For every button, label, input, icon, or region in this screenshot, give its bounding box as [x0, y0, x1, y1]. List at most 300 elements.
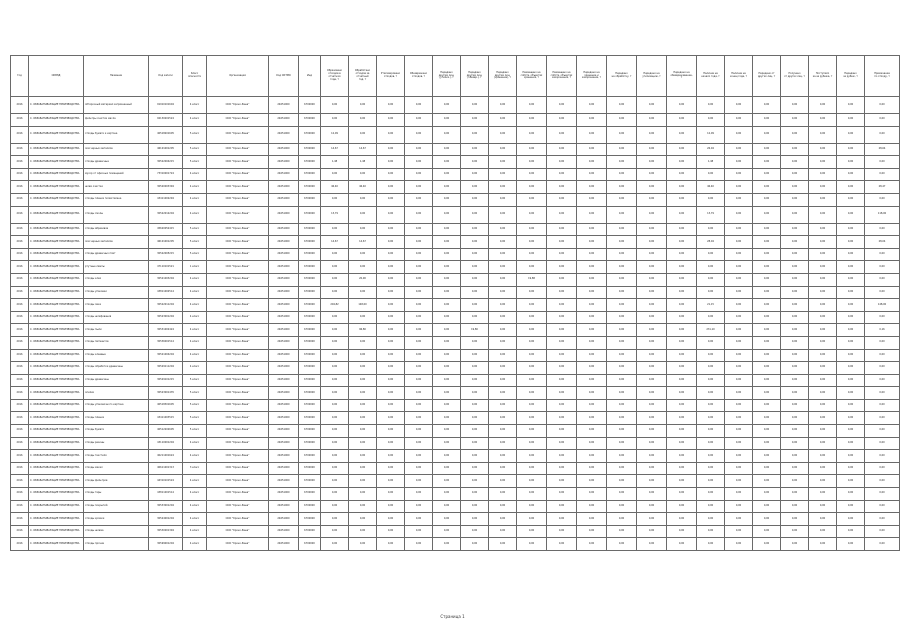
table-cell: 0,00 — [577, 513, 607, 526]
table-cell: 6700000 — [299, 525, 321, 538]
table-cell: 0,00 — [517, 181, 547, 194]
table-cell: 0,00 — [377, 286, 405, 299]
table-cell: 0,00 — [433, 168, 461, 181]
table-cell: 0,00 — [781, 193, 809, 206]
table-cell: 0,00 — [489, 311, 517, 324]
table-cell: 24651000 — [269, 513, 299, 526]
table-cell: 0,00 — [489, 168, 517, 181]
table-cell: 0,00 — [607, 412, 637, 425]
table-cell: 0,00 — [489, 236, 517, 249]
table-cell: 0,00 — [753, 193, 781, 206]
table-cell: 0,00 — [517, 450, 547, 463]
table-cell: отходы пленки — [84, 412, 149, 425]
table-cell: 1,48 — [321, 156, 349, 169]
table-cell: 0,00 — [349, 425, 377, 438]
table-cell: 0,00 — [837, 538, 865, 551]
table-cell: 0,00 — [321, 286, 349, 299]
table-cell: 24651000 — [269, 399, 299, 412]
table-cell: 0,00 — [321, 362, 349, 375]
table-cell: 0,00 — [377, 324, 405, 337]
table-cell: 0,00 — [809, 311, 837, 324]
table-cell: 6700000 — [299, 336, 321, 349]
table-row — [11, 168, 900, 181]
table-cell: 0,00 — [577, 538, 607, 551]
table-cell: 20,90 — [349, 273, 377, 286]
table-row — [11, 525, 900, 538]
table-cell: 0,00 — [547, 500, 577, 513]
table-cell: С. ОБРАБАТЫВАЮЩИЕ ПРОИЗВОДСТВА — [29, 387, 84, 400]
table-cell: 0,00 — [781, 168, 809, 181]
table-cell: 0,00 — [517, 488, 547, 501]
table-cell: 0,00 — [637, 206, 667, 223]
table-cell: 0,00 — [321, 462, 349, 475]
table-cell: С. ОБРАБАТЫВАЮЩИЕ ПРОИЗВОДСТВА — [29, 223, 84, 236]
table-cell: отходы тары — [84, 488, 149, 501]
table-cell: С. ОБРАБАТЫВАЮЩИЕ ПРОИЗВОДСТВА — [29, 156, 84, 169]
table-cell: 0,00 — [547, 286, 577, 299]
table-cell: 0,00 — [489, 349, 517, 362]
table-cell: 0,00 — [637, 538, 667, 551]
table-cell: 0,00 — [577, 143, 607, 156]
table-row — [11, 462, 900, 475]
table-cell: 0,00 — [637, 488, 667, 501]
table-cell: 148,00 — [349, 299, 377, 312]
table-cell: 0,00 — [667, 126, 697, 143]
table-cell: 0,00 — [667, 156, 697, 169]
table-cell: ООО "Кроно-Раша" — [207, 387, 269, 400]
table-cell: 4 класс — [183, 513, 207, 526]
table-cell: 24651000 — [269, 261, 299, 274]
table-cell: 6700000 — [299, 513, 321, 526]
table-cell: 5 класс — [183, 223, 207, 236]
table-cell: 30529101215 — [149, 374, 183, 387]
table-cell: 0,00 — [489, 248, 517, 261]
table-cell: 0,00 — [667, 248, 697, 261]
table-cell: ООО "Кроно-Раша" — [207, 513, 269, 526]
table-cell: ООО "Кроно-Раша" — [207, 299, 269, 312]
table-cell: 0,00 — [607, 525, 637, 538]
table-cell: 30521003204 — [149, 273, 183, 286]
table-cell: С. ОБРАБАТЫВАЮЩИЕ ПРОИЗВОДСТВА — [29, 475, 84, 488]
table-cell: 6700000 — [299, 193, 321, 206]
table-cell: 0,00 — [637, 156, 667, 169]
table-cell: 0,00 — [865, 525, 900, 538]
table-cell: 0,00 — [725, 156, 753, 169]
table-cell: 0,00 — [697, 286, 725, 299]
table-cell: 0,00 — [667, 475, 697, 488]
table-cell: 0,00 — [377, 437, 405, 450]
table-cell: отходы масел — [84, 462, 149, 475]
table-cell: 0,00 — [697, 193, 725, 206]
table-cell: 0,00 — [781, 362, 809, 375]
table-cell: 0,00 — [725, 450, 753, 463]
table-cell: 0,00 — [725, 261, 753, 274]
table-cell: 0,00 — [377, 450, 405, 463]
table-cell: 4 класс — [183, 500, 207, 513]
table-cell: 0,00 — [517, 126, 547, 143]
table-cell: 5 класс — [183, 412, 207, 425]
table-cell: 0,00 — [781, 324, 809, 337]
table-cell: 2016 — [11, 114, 29, 127]
table-cell: отходы покрытий — [84, 500, 149, 513]
table-cell: 0,00 — [725, 488, 753, 501]
table-cell: 0,00 — [607, 374, 637, 387]
table-cell: 0,00 — [517, 156, 547, 169]
table-row — [11, 286, 900, 299]
table-cell: 40611001313 — [149, 462, 183, 475]
table-cell: 0,00 — [753, 114, 781, 127]
table-cell: 0,00 — [461, 286, 489, 299]
table-cell: 0,00 — [667, 143, 697, 156]
table-cell: 0,00 — [697, 362, 725, 375]
table-cell: 0,00 — [377, 362, 405, 375]
table-cell: 2016 — [11, 143, 29, 156]
table-cell: 0,00 — [725, 236, 753, 249]
table-cell: 30523001204 — [149, 311, 183, 324]
table-cell: 0,00 — [607, 236, 637, 249]
table-cell: 0,00 — [667, 311, 697, 324]
table-cell: 0,00 — [667, 324, 697, 337]
table-cell: 5 класс — [183, 399, 207, 412]
table-cell: С. ОБРАБАТЫВАЮЩИЕ ПРОИЗВОДСТВА — [29, 193, 84, 206]
table-cell: 0,00 — [697, 425, 725, 438]
table-cell: отходы древесные — [84, 156, 149, 169]
table-cell: 0,00 — [837, 97, 865, 114]
table-cell: 0,00 — [547, 299, 577, 312]
table-cell: 0,00 — [637, 362, 667, 375]
table-cell: 6700000 — [299, 399, 321, 412]
table-cell: 0,00 — [433, 206, 461, 223]
table-cell: 0,00 — [321, 475, 349, 488]
table-cell: 0,00 — [865, 168, 900, 181]
table-cell: 0,00 — [461, 143, 489, 156]
table-cell: 0,00 — [321, 114, 349, 127]
table-cell: 0,00 — [377, 488, 405, 501]
table-cell: 0,00 — [781, 538, 809, 551]
table-cell: 0,00 — [809, 236, 837, 249]
table-cell: 2016 — [11, 168, 29, 181]
table-cell: 24651000 — [269, 114, 299, 127]
table-cell: 0,00 — [547, 97, 577, 114]
column-header: Год — [11, 56, 29, 97]
column-header: Наличие на конец года, т — [725, 56, 753, 97]
table-cell: 24651000 — [269, 126, 299, 143]
table-cell: 0,00 — [433, 324, 461, 337]
table-cell: 0,00 — [667, 538, 697, 551]
table-cell: ООО "Кроно-Раша" — [207, 236, 269, 249]
table-cell: 2016 — [11, 450, 29, 463]
table-cell: отходы пигментов — [84, 336, 149, 349]
table-cell: 0,00 — [377, 193, 405, 206]
table-cell: С. ОБРАБАТЫВАЮЩИЕ ПРОИЗВОДСТВА — [29, 114, 84, 127]
column-header: Организация — [207, 56, 269, 97]
table-cell: 0,00 — [781, 387, 809, 400]
table-cell: 0,00 — [667, 437, 697, 450]
table-cell: 0,00 — [489, 336, 517, 349]
table-cell: 1 класс — [183, 261, 207, 274]
table-cell: ООО "Кроно-Раша" — [207, 97, 269, 114]
table-cell: 0,00 — [547, 425, 577, 438]
table-cell: 24651000 — [269, 223, 299, 236]
table-cell: С. ОБРАБАТЫВАЮЩИЕ ПРОИЗВОДСТВА — [29, 248, 84, 261]
table-cell: 0,00 — [865, 223, 900, 236]
table-cell: 4 класс — [183, 206, 207, 223]
table-cell: 24651000 — [269, 488, 299, 501]
table-cell: 0,00 — [405, 223, 433, 236]
table-cell: 24651000 — [269, 143, 299, 156]
table-cell: 2016 — [11, 126, 29, 143]
table-cell: 6700000 — [299, 114, 321, 127]
table-cell: 0,00 — [781, 500, 809, 513]
table-cell: 0,00 — [667, 488, 697, 501]
table-cell: 0,00 — [489, 488, 517, 501]
table-cell: 0,00 — [753, 538, 781, 551]
table-cell: 0,00 — [667, 399, 697, 412]
table-cell: 0,00 — [489, 223, 517, 236]
table-cell: 0,00 — [865, 412, 900, 425]
table-cell: 2016 — [11, 412, 29, 425]
table-cell: 0,00 — [667, 462, 697, 475]
table-cell: 0,00 — [753, 143, 781, 156]
table-cell: 0,00 — [667, 168, 697, 181]
table-cell: 21,15 — [697, 299, 725, 312]
header-row — [11, 56, 900, 97]
table-cell: 6700000 — [299, 450, 321, 463]
table-cell: 0,00 — [753, 425, 781, 438]
table-cell: 0,00 — [377, 374, 405, 387]
table-cell: 0,00 — [461, 500, 489, 513]
table-cell: 0,00 — [725, 273, 753, 286]
table-cell: 2016 — [11, 181, 29, 194]
table-row — [11, 336, 900, 349]
table-cell: 24651000 — [269, 362, 299, 375]
table-cell: 0,00 — [607, 488, 637, 501]
table-cell: 0,00 — [725, 412, 753, 425]
table-cell: 0,00 — [667, 236, 697, 249]
table-cell: 0,00 — [637, 273, 667, 286]
table-row — [11, 538, 900, 551]
table-cell: 0,00 — [349, 500, 377, 513]
table-cell: 0,00 — [837, 525, 865, 538]
table-cell: 0,00 — [809, 206, 837, 223]
table-cell: 0,00 — [461, 475, 489, 488]
table-cell: 0,00 — [461, 156, 489, 169]
table-cell: 0,00 — [433, 349, 461, 362]
table-cell: 0,00 — [405, 387, 433, 400]
table-cell: 0,00 — [865, 475, 900, 488]
table-cell: 0,00 — [865, 488, 900, 501]
table-cell: 0,00 — [667, 425, 697, 438]
table-cell: 0,00 — [489, 538, 517, 551]
table-cell: 0,00 — [637, 248, 667, 261]
table-cell: 30529111204 — [149, 362, 183, 375]
table-cell: 0,00 — [607, 475, 637, 488]
table-cell: 0,00 — [809, 462, 837, 475]
table-cell: 5 класс — [183, 374, 207, 387]
table-cell: 0,00 — [349, 488, 377, 501]
table-cell: отходы пленки полиэтилена — [84, 193, 149, 206]
table-cell: 0,00 — [547, 223, 577, 236]
table-cell: 6700000 — [299, 387, 321, 400]
table-cell: 0,00 — [753, 500, 781, 513]
table-cell: 0,00 — [607, 97, 637, 114]
table-cell: 2016 — [11, 488, 29, 501]
table-cell: 0,00 — [725, 500, 753, 513]
table-cell: 0,00 — [517, 475, 547, 488]
table-cell: отходы клеевые — [84, 349, 149, 362]
table-cell: 0,00 — [837, 223, 865, 236]
column-header: Код ОКТМО — [269, 56, 299, 97]
table-cell: 0,00 — [837, 387, 865, 400]
table-cell: 5 класс — [183, 387, 207, 400]
table-cell: 0,00 — [377, 143, 405, 156]
table-cell: 0,00 — [461, 538, 489, 551]
column-header: Передано за рубеж, т — [837, 56, 865, 97]
table-cell: 0,00 — [697, 488, 725, 501]
table-cell: 2016 — [11, 437, 29, 450]
table-cell: 24651000 — [269, 168, 299, 181]
table-cell: С. ОБРАБАТЫВАЮЩИЕ ПРОИЗВОДСТВА — [29, 236, 84, 249]
table-cell: 19,88 — [517, 273, 547, 286]
table-cell: 0,00 — [433, 462, 461, 475]
table-cell: 0,00 — [697, 437, 725, 450]
table-cell: 0,00 — [547, 462, 577, 475]
table-cell: 0,00 — [725, 286, 753, 299]
table-cell: 47110101521 — [149, 261, 183, 274]
column-header: ОКВЭД — [29, 56, 84, 97]
table-cell: 0,00 — [461, 488, 489, 501]
table-cell: 0,00 — [865, 500, 900, 513]
table-cell: 0,00 — [837, 362, 865, 375]
table-cell: 0,00 — [461, 114, 489, 127]
table-cell: 24651000 — [269, 500, 299, 513]
table-cell: 0,00 — [433, 181, 461, 194]
table-cell: 24651000 — [269, 311, 299, 324]
table-cell: 0,00 — [697, 273, 725, 286]
table-cell: 0,00 — [753, 236, 781, 249]
table-cell: 0,00 — [753, 248, 781, 261]
table-cell: 0,00 — [637, 311, 667, 324]
table-cell: 5 класс — [183, 236, 207, 249]
table-cell: 0,00 — [809, 248, 837, 261]
table-cell: 0,00 — [637, 500, 667, 513]
table-cell: 0,00 — [837, 114, 865, 127]
table-cell: С. ОБРАБАТЫВАЮЩИЕ ПРОИЗВОДСТВА — [29, 525, 84, 538]
table-cell: 0,00 — [781, 412, 809, 425]
table-cell: 2016 — [11, 399, 29, 412]
table-cell: 2016 — [11, 500, 29, 513]
table-cell: 0,00 — [433, 450, 461, 463]
table-cell: 0,00 — [461, 374, 489, 387]
table-cell: 6700000 — [299, 97, 321, 114]
table-cell: 5 класс — [183, 126, 207, 143]
table-cell: 0,00 — [517, 311, 547, 324]
table-cell: 0,00 — [697, 538, 725, 551]
table-cell: 0,00 — [547, 525, 577, 538]
table-cell: 0,00 — [321, 193, 349, 206]
table-cell: 4 класс — [183, 475, 207, 488]
table-cell: 0,00 — [697, 97, 725, 114]
table-cell: 6700000 — [299, 168, 321, 181]
table-cell: 0,00 — [837, 475, 865, 488]
table-cell: 0,00 — [697, 114, 725, 127]
table-cell: 43811001514 — [149, 488, 183, 501]
table-cell: 0,00 — [489, 399, 517, 412]
table-cell: 91910101604 — [149, 97, 183, 114]
table-cell: 0,00 — [637, 193, 667, 206]
table-cell: 0,00 — [405, 336, 433, 349]
table-cell: 0,00 — [697, 513, 725, 526]
table-cell: 2016 — [11, 425, 29, 438]
table-cell: 6700000 — [299, 500, 321, 513]
table-cell: 0,00 — [577, 374, 607, 387]
table-cell: 0,00 — [433, 114, 461, 127]
table-cell: 4 класс — [183, 488, 207, 501]
table-cell: 0,00 — [725, 425, 753, 438]
table-cell: 0,00 — [321, 223, 349, 236]
table-cell: 0,00 — [517, 143, 547, 156]
table-cell: 0,00 — [725, 437, 753, 450]
table-cell: 0,00 — [697, 399, 725, 412]
table-cell: 0,00 — [781, 488, 809, 501]
table-cell: 6700000 — [299, 181, 321, 194]
table-cell: ООО "Кроно-Раша" — [207, 425, 269, 438]
table-cell: 0,00 — [837, 488, 865, 501]
table-cell: 2016 — [11, 462, 29, 475]
table-cell: 0,00 — [577, 236, 607, 249]
table-cell: 0,00 — [461, 412, 489, 425]
table-cell: 0,00 — [865, 193, 900, 206]
table-cell: 2016 — [11, 513, 29, 526]
column-header: Передано другим лиц. (хранение), т — [489, 56, 517, 97]
table-cell: С. ОБРАБАТЫВАЮЩИЕ ПРОИЗВОДСТВА — [29, 126, 84, 143]
table-cell: 0,00 — [461, 206, 489, 223]
column-header: Код записи — [149, 56, 183, 97]
table-cell: 6700000 — [299, 223, 321, 236]
column-header: Передано на хранение и захоронение, т — [577, 56, 607, 97]
table-cell: 0,00 — [461, 236, 489, 249]
table-cell: 0,00 — [753, 181, 781, 194]
table-cell: 0,00 — [725, 299, 753, 312]
table-cell: 0,00 — [577, 193, 607, 206]
table-cell: 19,80 — [461, 324, 489, 337]
table-cell: 0,00 — [461, 399, 489, 412]
table-cell: 0,00 — [349, 462, 377, 475]
table-cell: 0,00 — [517, 299, 547, 312]
table-cell: 0,00 — [377, 412, 405, 425]
table-cell: 0,00 — [781, 513, 809, 526]
table-cell: 0,00 — [637, 236, 667, 249]
table-cell: 4 класс — [183, 97, 207, 114]
table-cell: 0,00 — [405, 374, 433, 387]
table-row — [11, 181, 900, 194]
table-cell: 0,00 — [753, 513, 781, 526]
table-cell: 0,00 — [837, 412, 865, 425]
table-cell: 14,67 — [349, 236, 377, 249]
table-cell: 2016 — [11, 223, 29, 236]
column-header: Получено от других лиц, т — [781, 56, 809, 97]
table-cell: ООО "Кроно-Раша" — [207, 156, 269, 169]
table-cell: 6700000 — [299, 488, 321, 501]
table-cell: 0,00 — [489, 513, 517, 526]
table-cell: лом черных металлов — [84, 143, 149, 156]
table-cell: 0,00 — [349, 387, 377, 400]
table-cell: 0,00 — [577, 156, 607, 169]
table-cell: 0,00 — [517, 425, 547, 438]
table-cell: 24651000 — [269, 525, 299, 538]
table-cell: 0,00 — [637, 97, 667, 114]
table-cell: 28,04 — [697, 236, 725, 249]
